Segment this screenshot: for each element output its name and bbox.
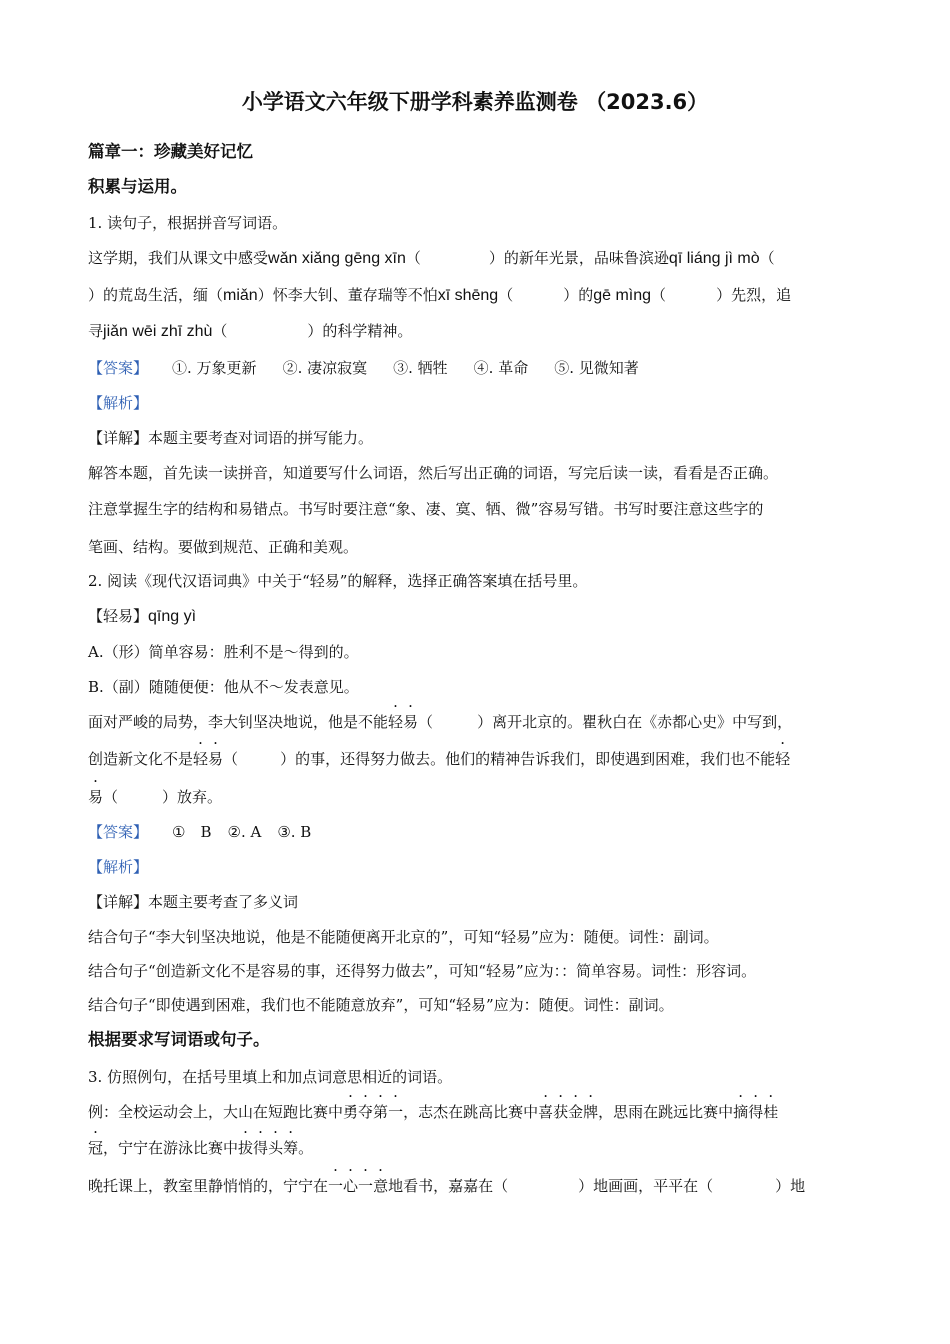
text: 。 <box>298 1139 314 1157</box>
q1-detail: 【详解】本题主要考查对词语的拼写能力。 <box>88 429 374 447</box>
q1-sentence-line3 <box>88 321 412 342</box>
dotted-char: 一 <box>358 1177 374 1195</box>
q1-sentence-line2 <box>88 285 791 306</box>
q2-explanation-line3: 结合句子“即使遇到困难，我们也不能随意放弃”，可知“轻易”应为：随便。词性：副词。 <box>88 996 674 1014</box>
dotted-char: 第 <box>373 1103 389 1121</box>
text: ，思雨在跳远比赛中 <box>598 1103 734 1121</box>
text: 这学期，我们从课文中感受 <box>88 249 269 267</box>
q3-prompt: 3. 仿照例句，在括号里填上和加点词意思相近的词语。 <box>88 1068 453 1086</box>
pinyin: jiǎn wēi zhī zhù <box>103 323 213 340</box>
q2-definition-a: A.（形）简单容易：胜利不是～得到的。 <box>88 643 359 661</box>
text: 寻 <box>88 322 104 340</box>
dotted-char: 桂 <box>763 1103 779 1121</box>
text: ，志杰在跳高比赛中 <box>403 1103 539 1121</box>
pinyin: xī shēng <box>437 287 499 304</box>
text: ）离开北京的。瞿秋白在《赤都心史》中写到， <box>477 713 793 731</box>
dotted-char: 头 <box>268 1139 284 1157</box>
text: 面对严峻的局势，李大钊坚决地说，他是不能 <box>88 713 389 731</box>
dotted-char: 轻 <box>193 750 209 768</box>
bracket-open: （ <box>212 322 228 340</box>
text: 创造新文化不是 <box>88 750 194 768</box>
bracket-open: （ <box>418 713 434 731</box>
dotted-char: 轻 <box>388 713 404 731</box>
q3-example-line2 <box>88 1138 313 1158</box>
dotted-char: 牌 <box>583 1103 599 1121</box>
pinyin: gē mìng <box>593 287 652 304</box>
bracket-open: （ <box>759 249 775 267</box>
answer-item: ①. 万象更新 <box>172 359 257 377</box>
bracket-open: （ <box>651 286 667 304</box>
q1-answer-row <box>88 358 639 378</box>
text: ）地 <box>775 1177 806 1195</box>
text: 例：全校运动会上，大山在短跑比赛中 <box>88 1103 344 1121</box>
text: 地看书，嘉嘉在（ <box>388 1177 509 1195</box>
answer-item: ③. B <box>277 823 312 841</box>
dotted-char: 获 <box>553 1103 569 1121</box>
q3-example-line1 <box>88 1102 778 1122</box>
answer-item: ④. 革命 <box>473 359 529 377</box>
pinyin: qī liáng jì mò <box>668 250 760 267</box>
answer-item: ① B <box>172 823 212 841</box>
bracket-open: （ <box>498 286 514 304</box>
q2-passage-line2 <box>88 749 790 769</box>
pinyin: qīng yì <box>148 608 197 625</box>
dotted-char: 轻 <box>775 750 791 768</box>
dotted-char: 勇 <box>343 1103 359 1121</box>
chapter-heading: 篇章一：珍藏美好记忆 <box>88 142 253 161</box>
dotted-char: 易 <box>88 788 104 806</box>
q2-explanation-line1: 结合句子“李大钊坚决地说，他是不能随便离开北京的”，可知“轻易”应为：随便。词性：副词。 <box>88 928 719 946</box>
dotted-char: 拔 <box>238 1139 254 1157</box>
text: ）的新年光景，品味鲁滨逊 <box>488 249 669 267</box>
q2-explanation-line2: 结合句子“创造新文化不是容易的事，还得努力做去”，可知“轻易”应为：：简单容易。词性：形容词。 <box>88 962 757 980</box>
dotted-char: 易 <box>208 750 224 768</box>
text: ）的科学精神。 <box>307 322 413 340</box>
text: 晚托课上，教室里静悄悄的，宁宁在 <box>88 1177 329 1195</box>
q1-explanation-line3: 笔画、结构。要做到规范、正确和美观。 <box>88 538 359 556</box>
q2-definition-b: B.（副）随随便便：他从不～发表意见。 <box>88 678 359 696</box>
dotted-char: 筹 <box>283 1139 299 1157</box>
q2-analysis-label: 【解析】 <box>88 858 149 876</box>
text: ）的荒岛生活，缅（ <box>88 286 224 304</box>
q2-dictionary-entry <box>88 606 196 627</box>
q3-question-line <box>88 1176 805 1196</box>
answer-item: ②. A <box>227 823 262 841</box>
dotted-char: 意 <box>373 1177 389 1195</box>
answer-item: ⑤. 见微知著 <box>554 359 639 377</box>
text: ）怀李大钊、董存瑞等不怕 <box>257 286 438 304</box>
q2-passage-line3 <box>88 787 222 807</box>
q2-prompt: 2. 阅读《现代汉语词典》中关于“轻易”的解释，选择正确答案填在括号里。 <box>88 572 588 590</box>
bracket-open: （ <box>405 249 421 267</box>
answer-label: 【答案】 <box>88 359 149 377</box>
dotted-char: 金 <box>568 1103 584 1121</box>
answer-label: 【答案】 <box>88 823 149 841</box>
q1-explanation-line1: 解答本题，首先读一读拼音，知道要写什么词语，然后写出正确的词语，写完后读一读，看看是否正确。 <box>88 464 779 482</box>
dotted-char: 摘 <box>733 1103 749 1121</box>
answer-item: ②. 凄凉寂寞 <box>282 359 368 377</box>
text: ）的事，还得努力做去。他们的精神告诉我们，即使遇到困难，我们也不能 <box>280 750 776 768</box>
q1-sentence-line1 <box>88 248 775 269</box>
page-title: 小学语文六年级下册学科素养监测卷 （2023.6） <box>241 90 709 114</box>
pinyin: wǎn xiǎng gēng xīn <box>268 250 406 267</box>
q2-passage-line1 <box>88 712 792 732</box>
text: ）的 <box>563 286 594 304</box>
q2-answer-row <box>88 822 311 842</box>
dotted-char: 心 <box>343 1177 359 1195</box>
dotted-char: 夺 <box>358 1103 374 1121</box>
q1-analysis-label: 【解析】 <box>88 394 149 412</box>
text: ）放弃。 <box>162 788 223 806</box>
dotted-char: 一 <box>388 1103 404 1121</box>
text: ，宁宁在游泳比赛中 <box>103 1139 239 1157</box>
dotted-char: 冠 <box>88 1139 104 1157</box>
q1-explanation-line2: 注意掌握生字的结构和易错点。书写时要注意“象、凄、寞、牺、微”容易写错。书写时要注意这些字的 <box>88 500 764 518</box>
dotted-char: 得 <box>748 1103 764 1121</box>
dotted-char: 喜 <box>538 1103 554 1121</box>
dotted-char: 一 <box>328 1177 344 1195</box>
q2-detail: 【详解】本题主要考查了多义词 <box>88 893 299 911</box>
text: ）先烈，追 <box>716 286 792 304</box>
text: ）地画画，平平在（ <box>578 1177 714 1195</box>
bracket-open: （ <box>223 750 239 768</box>
pinyin: miǎn <box>223 287 258 304</box>
dotted-char: 易 <box>403 713 419 731</box>
bracket-open: （ <box>103 788 119 806</box>
section-heading-accumulation: 积累与运用。 <box>88 177 187 196</box>
q1-prompt: 1. 读句子，根据拼音写词语。 <box>88 214 288 232</box>
dotted-char: 得 <box>253 1139 269 1157</box>
answer-item: ③. 牺牲 <box>393 359 448 377</box>
section-heading-writing: 根据要求写词语或句子。 <box>88 1030 270 1049</box>
entry-label: 【轻易】 <box>88 607 149 625</box>
